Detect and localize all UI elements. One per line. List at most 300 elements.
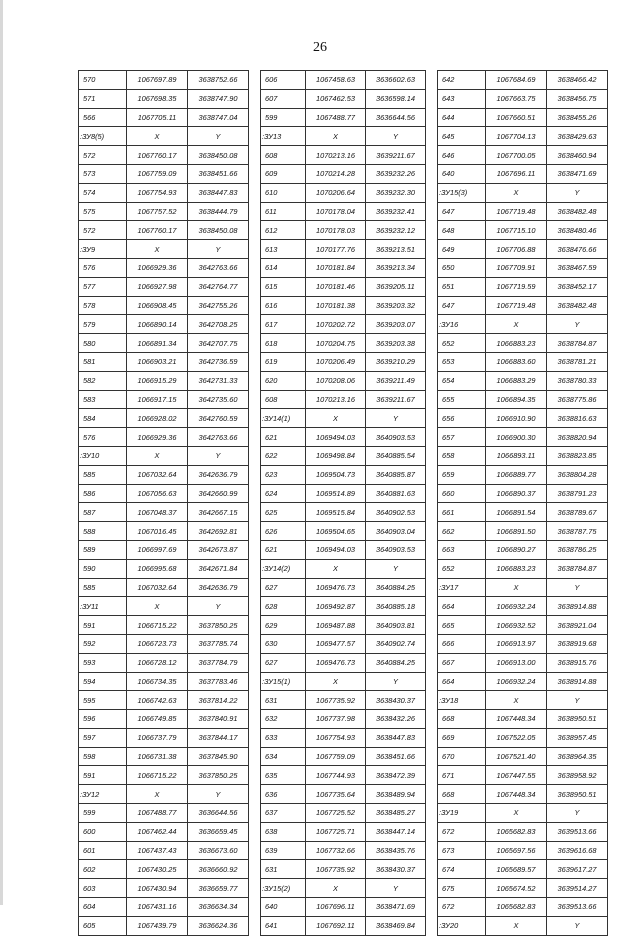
y-coordinate: 3638781.21: [547, 352, 608, 371]
y-header: Y: [188, 597, 249, 616]
point-number: 576: [79, 428, 127, 447]
y-coordinate: 3636644.56: [188, 804, 249, 823]
y-coordinate: 3637785.74: [188, 634, 249, 653]
point-number: 639: [261, 841, 306, 860]
y-coordinate: 3637850.25: [188, 766, 249, 785]
x-coordinate: 1067705.11: [127, 108, 188, 127]
table-row: [438, 616, 608, 635]
point-number: 621: [261, 428, 306, 447]
point-number: 631: [261, 860, 306, 879]
point-number: 591: [79, 766, 127, 785]
y-coordinate: 3638452.17: [547, 277, 608, 296]
x-coordinate: 1070206.49: [306, 352, 366, 371]
table-row: [79, 465, 249, 484]
table-row: [438, 89, 608, 108]
parcel-id: :ЗУ11: [79, 597, 127, 616]
point-number: 585: [79, 465, 127, 484]
y-coordinate: 3638919.68: [547, 634, 608, 653]
x-coordinate: 1066731.38: [127, 747, 188, 766]
table-row: [79, 258, 249, 277]
y-coordinate: 3638451.66: [366, 747, 426, 766]
x-coordinate: 1066893.11: [486, 446, 547, 465]
point-number: 623: [261, 465, 306, 484]
point-number: 640: [438, 164, 486, 183]
y-coordinate: 3642708.25: [188, 315, 249, 334]
x-header: X: [127, 785, 188, 804]
page-edge-shadow: [0, 0, 3, 905]
x-coordinate: 1066932.24: [486, 597, 547, 616]
point-number: 610: [261, 183, 306, 202]
y-coordinate: 3640903.53: [366, 428, 426, 447]
point-number: 670: [438, 747, 486, 766]
x-header: X: [306, 672, 366, 691]
y-coordinate: 3638786.25: [547, 540, 608, 559]
table-row: [261, 503, 426, 522]
point-number: 665: [438, 616, 486, 635]
point-number: 607: [261, 89, 306, 108]
x-coordinate: 1066890.37: [486, 484, 547, 503]
table-row: [438, 710, 608, 729]
x-coordinate: 1067719.59: [486, 277, 547, 296]
x-header: X: [306, 127, 366, 146]
x-coordinate: 1067757.52: [127, 202, 188, 221]
point-number: 621: [261, 540, 306, 559]
y-coordinate: 3638450.08: [188, 221, 249, 240]
y-coordinate: 3638455.26: [547, 108, 608, 127]
point-number: 627: [261, 653, 306, 672]
y-header: Y: [188, 785, 249, 804]
parcel-id: :ЗУ15(2): [261, 879, 306, 898]
x-coordinate: 1067696.11: [306, 898, 366, 917]
parcel-header-row: [79, 785, 249, 804]
y-coordinate: 3638747.04: [188, 108, 249, 127]
point-number: 633: [261, 728, 306, 747]
x-coordinate: 1067431.16: [127, 898, 188, 917]
x-coordinate: 1070178.03: [306, 221, 366, 240]
x-coordinate: 1067488.77: [127, 804, 188, 823]
y-coordinate: 3640884.25: [366, 578, 426, 597]
x-coordinate: 1070178.04: [306, 202, 366, 221]
point-number: 591: [79, 616, 127, 635]
y-coordinate: 3639232.30: [366, 183, 426, 202]
point-number: 668: [438, 785, 486, 804]
table-row: [261, 710, 426, 729]
y-coordinate: 3639617.27: [547, 860, 608, 879]
x-coordinate: 1069477.57: [306, 634, 366, 653]
y-coordinate: 3638820.94: [547, 428, 608, 447]
y-coordinate: 3638482.48: [547, 202, 608, 221]
table-row: [438, 164, 608, 183]
y-coordinate: 3638447.14: [366, 822, 426, 841]
x-coordinate: 1066995.68: [127, 559, 188, 578]
y-coordinate: 3638460.94: [547, 146, 608, 165]
point-number: 583: [79, 390, 127, 409]
parcel-header-row: [438, 916, 608, 935]
point-number: 577: [79, 277, 127, 296]
parcel-id: :ЗУ16: [438, 315, 486, 334]
x-coordinate: 1070202.72: [306, 315, 366, 334]
table-row: [261, 540, 426, 559]
table-row: [438, 728, 608, 747]
y-coordinate: 3642667.15: [188, 503, 249, 522]
point-number: 648: [438, 221, 486, 240]
parcel-id: :ЗУ12: [79, 785, 127, 804]
parcel-header-row: [79, 446, 249, 465]
table-row: [261, 766, 426, 785]
x-coordinate: 1066928.02: [127, 409, 188, 428]
point-number: 586: [79, 484, 127, 503]
point-number: 638: [261, 822, 306, 841]
table-row: [438, 371, 608, 390]
y-coordinate: 3642707.75: [188, 334, 249, 353]
point-number: 626: [261, 522, 306, 541]
x-coordinate: 1067725.71: [306, 822, 366, 841]
point-number: 596: [79, 710, 127, 729]
parcel-header-row: [438, 315, 608, 334]
x-coordinate: 1070204.75: [306, 334, 366, 353]
y-coordinate: 3636644.56: [366, 108, 426, 127]
table-row: [79, 653, 249, 672]
y-header: Y: [366, 409, 426, 428]
x-coordinate: 1067744.93: [306, 766, 366, 785]
y-coordinate: 3640903.04: [366, 522, 426, 541]
table-row: [261, 352, 426, 371]
table-row: [438, 202, 608, 221]
x-header: X: [306, 409, 366, 428]
y-coordinate: 3636673.60: [188, 841, 249, 860]
table-row: [79, 578, 249, 597]
point-number: 603: [79, 879, 127, 898]
y-coordinate: 3640885.18: [366, 597, 426, 616]
parcel-id: :ЗУ10: [79, 446, 127, 465]
x-coordinate: 1066913.97: [486, 634, 547, 653]
y-coordinate: 3638450.08: [188, 146, 249, 165]
table-row: [438, 240, 608, 259]
point-number: 660: [438, 484, 486, 503]
y-coordinate: 3638957.45: [547, 728, 608, 747]
parcel-id: :ЗУ14(2): [261, 559, 306, 578]
x-coordinate: 1066715.22: [127, 616, 188, 635]
table-row: [79, 672, 249, 691]
x-coordinate: 1069494.03: [306, 540, 366, 559]
point-number: 647: [438, 296, 486, 315]
point-number: 669: [438, 728, 486, 747]
y-header: Y: [188, 240, 249, 259]
point-number: 598: [79, 747, 127, 766]
point-number: 658: [438, 446, 486, 465]
x-coordinate: 1066917.15: [127, 390, 188, 409]
x-coordinate: 1066900.30: [486, 428, 547, 447]
x-coordinate: 1067735.92: [306, 860, 366, 879]
point-number: 601: [79, 841, 127, 860]
y-header: Y: [366, 879, 426, 898]
table-row: [261, 898, 426, 917]
x-coordinate: 1066742.63: [127, 691, 188, 710]
x-coordinate: 1066734.35: [127, 672, 188, 691]
y-coordinate: 3638444.79: [188, 202, 249, 221]
table-row: [79, 221, 249, 240]
x-coordinate: 1067684.69: [486, 71, 547, 90]
x-coordinate: 1067725.52: [306, 804, 366, 823]
y-coordinate: 3642736.59: [188, 352, 249, 371]
parcel-header-row: [261, 879, 426, 898]
parcel-id: :ЗУ20: [438, 916, 486, 935]
y-coordinate: 3638787.75: [547, 522, 608, 541]
point-number: 606: [261, 71, 306, 90]
table-row: [261, 183, 426, 202]
y-coordinate: 3642692.81: [188, 522, 249, 541]
y-coordinate: 3638780.33: [547, 371, 608, 390]
table-row: [438, 503, 608, 522]
x-coordinate: 1070213.16: [306, 390, 366, 409]
y-coordinate: 3642760.59: [188, 409, 249, 428]
x-coordinate: 1070214.28: [306, 164, 366, 183]
point-number: 600: [79, 822, 127, 841]
point-number: 593: [79, 653, 127, 672]
point-number: 634: [261, 747, 306, 766]
table-row: [261, 371, 426, 390]
point-number: 618: [261, 334, 306, 353]
point-number: 602: [79, 860, 127, 879]
point-number: 608: [261, 390, 306, 409]
point-number: 671: [438, 766, 486, 785]
point-number: 663: [438, 540, 486, 559]
table-row: [261, 164, 426, 183]
point-number: 643: [438, 89, 486, 108]
parcel-id: :ЗУ9: [79, 240, 127, 259]
point-number: 635: [261, 766, 306, 785]
table-row: [438, 540, 608, 559]
x-coordinate: 1070181.84: [306, 258, 366, 277]
x-coordinate: 1069514.89: [306, 484, 366, 503]
x-coordinate: 1067759.09: [306, 747, 366, 766]
y-coordinate: 3637850.25: [188, 616, 249, 635]
x-coordinate: 1067719.48: [486, 202, 547, 221]
point-number: 575: [79, 202, 127, 221]
point-number: 642: [438, 71, 486, 90]
point-number: 592: [79, 634, 127, 653]
x-coordinate: 1066932.24: [486, 672, 547, 691]
y-coordinate: 3637814.22: [188, 691, 249, 710]
table-row: [261, 747, 426, 766]
y-coordinate: 3636624.36: [188, 916, 249, 935]
table-row: [261, 146, 426, 165]
y-coordinate: 3640902.74: [366, 634, 426, 653]
point-number: 611: [261, 202, 306, 221]
table-row: [261, 315, 426, 334]
y-header: Y: [547, 804, 608, 823]
y-coordinate: 3639513.66: [547, 822, 608, 841]
y-coordinate: 3640881.63: [366, 484, 426, 503]
point-number: 588: [79, 522, 127, 541]
parcel-header-row: [261, 559, 426, 578]
point-number: 566: [79, 108, 127, 127]
y-coordinate: 3638789.67: [547, 503, 608, 522]
table-row: [438, 860, 608, 879]
x-coordinate: 1066891.54: [486, 503, 547, 522]
x-coordinate: 1069494.03: [306, 428, 366, 447]
y-coordinate: 3638476.66: [547, 240, 608, 259]
coordinates-table-right: [437, 70, 608, 936]
point-number: 608: [261, 146, 306, 165]
y-header: Y: [366, 672, 426, 691]
x-coordinate: 1067522.05: [486, 728, 547, 747]
coordinates-table-middle: [260, 70, 426, 936]
point-number: 572: [79, 146, 127, 165]
x-coordinate: 1067521.40: [486, 747, 547, 766]
x-coordinate: 1067439.79: [127, 916, 188, 935]
x-coordinate: 1069498.84: [306, 446, 366, 465]
y-coordinate: 3638791.23: [547, 484, 608, 503]
table-row: [261, 841, 426, 860]
parcel-header-row: [79, 240, 249, 259]
table-row: [438, 841, 608, 860]
point-number: 646: [438, 146, 486, 165]
table-row: [261, 691, 426, 710]
y-header: Y: [188, 127, 249, 146]
table-row: [261, 296, 426, 315]
table-row: [261, 597, 426, 616]
table-row: [261, 71, 426, 90]
point-number: 672: [438, 898, 486, 917]
table-row: [79, 841, 249, 860]
table-row: [79, 559, 249, 578]
y-coordinate: 3636659.45: [188, 822, 249, 841]
table-row: [261, 221, 426, 240]
table-row: [79, 503, 249, 522]
point-number: 580: [79, 334, 127, 353]
parcel-id: :ЗУ18: [438, 691, 486, 710]
x-coordinate: 1067016.45: [127, 522, 188, 541]
y-coordinate: 3638914.88: [547, 597, 608, 616]
x-coordinate: 1066915.29: [127, 371, 188, 390]
parcel-header-row: [79, 597, 249, 616]
point-number: 627: [261, 578, 306, 597]
point-number: 651: [438, 277, 486, 296]
x-coordinate: 1067462.44: [127, 822, 188, 841]
x-coordinate: 1067759.09: [127, 164, 188, 183]
y-header: Y: [366, 127, 426, 146]
parcel-header-row: [261, 127, 426, 146]
table-row: [438, 258, 608, 277]
x-coordinate: 1070181.38: [306, 296, 366, 315]
point-number: 661: [438, 503, 486, 522]
y-coordinate: 3638784.87: [547, 334, 608, 353]
y-coordinate: 3638466.42: [547, 71, 608, 90]
x-coordinate: 1067447.55: [486, 766, 547, 785]
point-number: 650: [438, 258, 486, 277]
x-coordinate: 1067448.34: [486, 710, 547, 729]
y-header: Y: [547, 315, 608, 334]
y-header: Y: [547, 578, 608, 597]
x-coordinate: 1066737.79: [127, 728, 188, 747]
y-coordinate: 3636598.14: [366, 89, 426, 108]
table-row: [438, 522, 608, 541]
x-coordinate: 1066903.21: [127, 352, 188, 371]
y-header: Y: [366, 559, 426, 578]
y-coordinate: 3640884.25: [366, 653, 426, 672]
table-row: [261, 390, 426, 409]
point-number: 659: [438, 465, 486, 484]
point-number: 594: [79, 672, 127, 691]
table-row: [438, 465, 608, 484]
y-coordinate: 3636659.77: [188, 879, 249, 898]
y-header: Y: [547, 183, 608, 202]
x-coordinate: 1067692.11: [306, 916, 366, 935]
y-coordinate: 3638804.28: [547, 465, 608, 484]
x-coordinate: 1070181.46: [306, 277, 366, 296]
table-row: [261, 465, 426, 484]
point-number: 571: [79, 89, 127, 108]
table-row: [261, 428, 426, 447]
x-header: X: [306, 879, 366, 898]
table-row: [79, 822, 249, 841]
y-coordinate: 3642660.99: [188, 484, 249, 503]
y-coordinate: 3639232.41: [366, 202, 426, 221]
point-number: 585: [79, 578, 127, 597]
table-row: [261, 258, 426, 277]
y-coordinate: 3638964.35: [547, 747, 608, 766]
point-number: 613: [261, 240, 306, 259]
table-row: [438, 766, 608, 785]
y-coordinate: 3642731.33: [188, 371, 249, 390]
table-row: [261, 522, 426, 541]
x-coordinate: 1070208.06: [306, 371, 366, 390]
y-coordinate: 3638950.51: [547, 785, 608, 804]
table-row: [438, 127, 608, 146]
table-row: [438, 559, 608, 578]
x-coordinate: 1067430.94: [127, 879, 188, 898]
y-coordinate: 3636634.34: [188, 898, 249, 917]
table-row: [79, 108, 249, 127]
parcel-id: :ЗУ15(3): [438, 183, 486, 202]
y-coordinate: 3637784.79: [188, 653, 249, 672]
parcel-header-row: [261, 409, 426, 428]
x-coordinate: 1067663.75: [486, 89, 547, 108]
table-row: [79, 428, 249, 447]
y-coordinate: 3640885.54: [366, 446, 426, 465]
x-coordinate: 1066889.77: [486, 465, 547, 484]
x-coordinate: 1066913.00: [486, 653, 547, 672]
x-coordinate: 1069476.73: [306, 653, 366, 672]
coordinates-table-left: [78, 70, 249, 936]
y-coordinate: 3639213.51: [366, 240, 426, 259]
y-coordinate: 3639210.29: [366, 352, 426, 371]
point-number: 581: [79, 352, 127, 371]
point-number: 631: [261, 691, 306, 710]
point-number: 630: [261, 634, 306, 653]
x-coordinate: 1067032.64: [127, 465, 188, 484]
x-coordinate: 1066883.23: [486, 334, 547, 353]
y-coordinate: 3638430.37: [366, 691, 426, 710]
y-header: Y: [547, 916, 608, 935]
table-row: [79, 540, 249, 559]
y-coordinate: 3639616.68: [547, 841, 608, 860]
y-coordinate: 3638435.76: [366, 841, 426, 860]
point-number: 615: [261, 277, 306, 296]
y-coordinate: 3642763.66: [188, 258, 249, 277]
x-coordinate: 1066715.22: [127, 766, 188, 785]
point-number: 668: [438, 710, 486, 729]
point-number: 628: [261, 597, 306, 616]
table-row: [79, 691, 249, 710]
table-row: [261, 578, 426, 597]
table-row: [438, 898, 608, 917]
x-coordinate: 1067760.17: [127, 221, 188, 240]
table-row: [438, 390, 608, 409]
table-row: [79, 352, 249, 371]
x-header: X: [486, 691, 547, 710]
